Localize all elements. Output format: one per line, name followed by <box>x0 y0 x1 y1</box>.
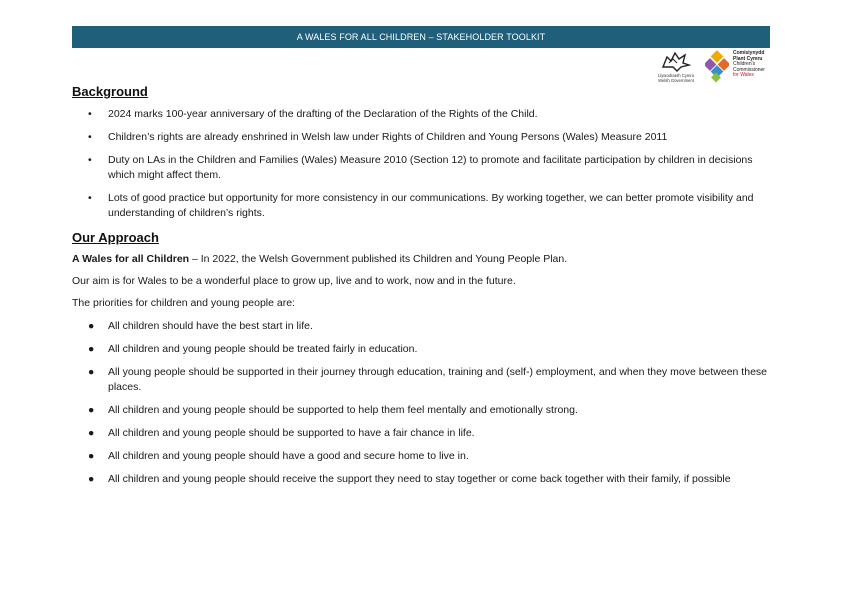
cc-english-line1: Children's <box>733 61 756 68</box>
welsh-government-logo <box>655 49 697 87</box>
wg-welsh-name: Llywodraeth Cymru <box>657 73 695 78</box>
list-item: ● All children and young people should have a good and secure home to live in. <box>88 450 469 462</box>
list-item: ● All young people should be supported in their journey through education, training and (self-) employment, and when they move between these places. <box>88 366 767 393</box>
priorities-intro: The priorities for children and young people are: <box>72 297 295 309</box>
cc-english-line3: for Wales <box>733 72 754 79</box>
list-item: • Lots of good practice but opportunity for more consistency in our communications. By working together, we can better promote visibility and understanding of children’s rights. <box>88 192 754 219</box>
list-item: • Children’s rights are already enshrined in Welsh law under Rights of Children and Young Persons (Wales) Measure 2011 <box>88 131 668 143</box>
toolkit-banner <box>72 26 770 48</box>
list-item: ● All children and young people should receive the support they need to stay together or come back together with their family, if possible <box>88 473 731 485</box>
commissioner-diamond-icon <box>705 50 729 84</box>
commissioner-wordmark <box>733 51 777 79</box>
cc-welsh-line1: Comisiynydd <box>733 50 765 56</box>
wg-english-name: Welsh Government <box>658 78 694 83</box>
cc-english-line2: Commissioner <box>733 66 765 73</box>
approach-aim: Our aim is for Wales to be a wonderful place to grow up, live and to work, now and in the future. <box>72 275 516 287</box>
list-item: • Duty on LAs in the Children and Families (Wales) Measure 2010 (Section 12) to promote and facilitate participation by children in decisions which might affect them. <box>88 154 753 181</box>
dragon-icon <box>655 49 697 73</box>
approach-heading: Our Approach <box>72 230 159 245</box>
partner-logos <box>655 49 773 87</box>
background-list <box>72 107 772 221</box>
list-item: ● All children and young people should be treated fairly in education. <box>88 343 418 355</box>
list-item: ● All children and young people should be supported to help them feel mentally and emotionally strong. <box>88 404 578 416</box>
cc-welsh-line2: Plant Cymru <box>733 55 763 62</box>
list-item: ● All children and young people should be supported to have a fair chance in life. <box>88 427 475 439</box>
approach-intro: A Wales for all Children – In 2022, the Welsh Government published its Children and Young People Plan. <box>72 253 568 265</box>
list-item: • 2024 marks 100-year anniversary of the drafting of the Declaration of the Rights of the Child. <box>88 108 538 120</box>
commissioner-emblem <box>705 50 729 84</box>
background-heading: Background <box>72 84 148 99</box>
priorities-list <box>72 319 772 487</box>
document-body <box>72 84 772 487</box>
banner-title: A WALES FOR ALL CHILDREN – STAKEHOLDER TOOLKIT <box>296 32 546 42</box>
list-item: ● All children should have the best start in life. <box>88 320 313 332</box>
plan-name: A Wales for all Children <box>72 253 190 265</box>
